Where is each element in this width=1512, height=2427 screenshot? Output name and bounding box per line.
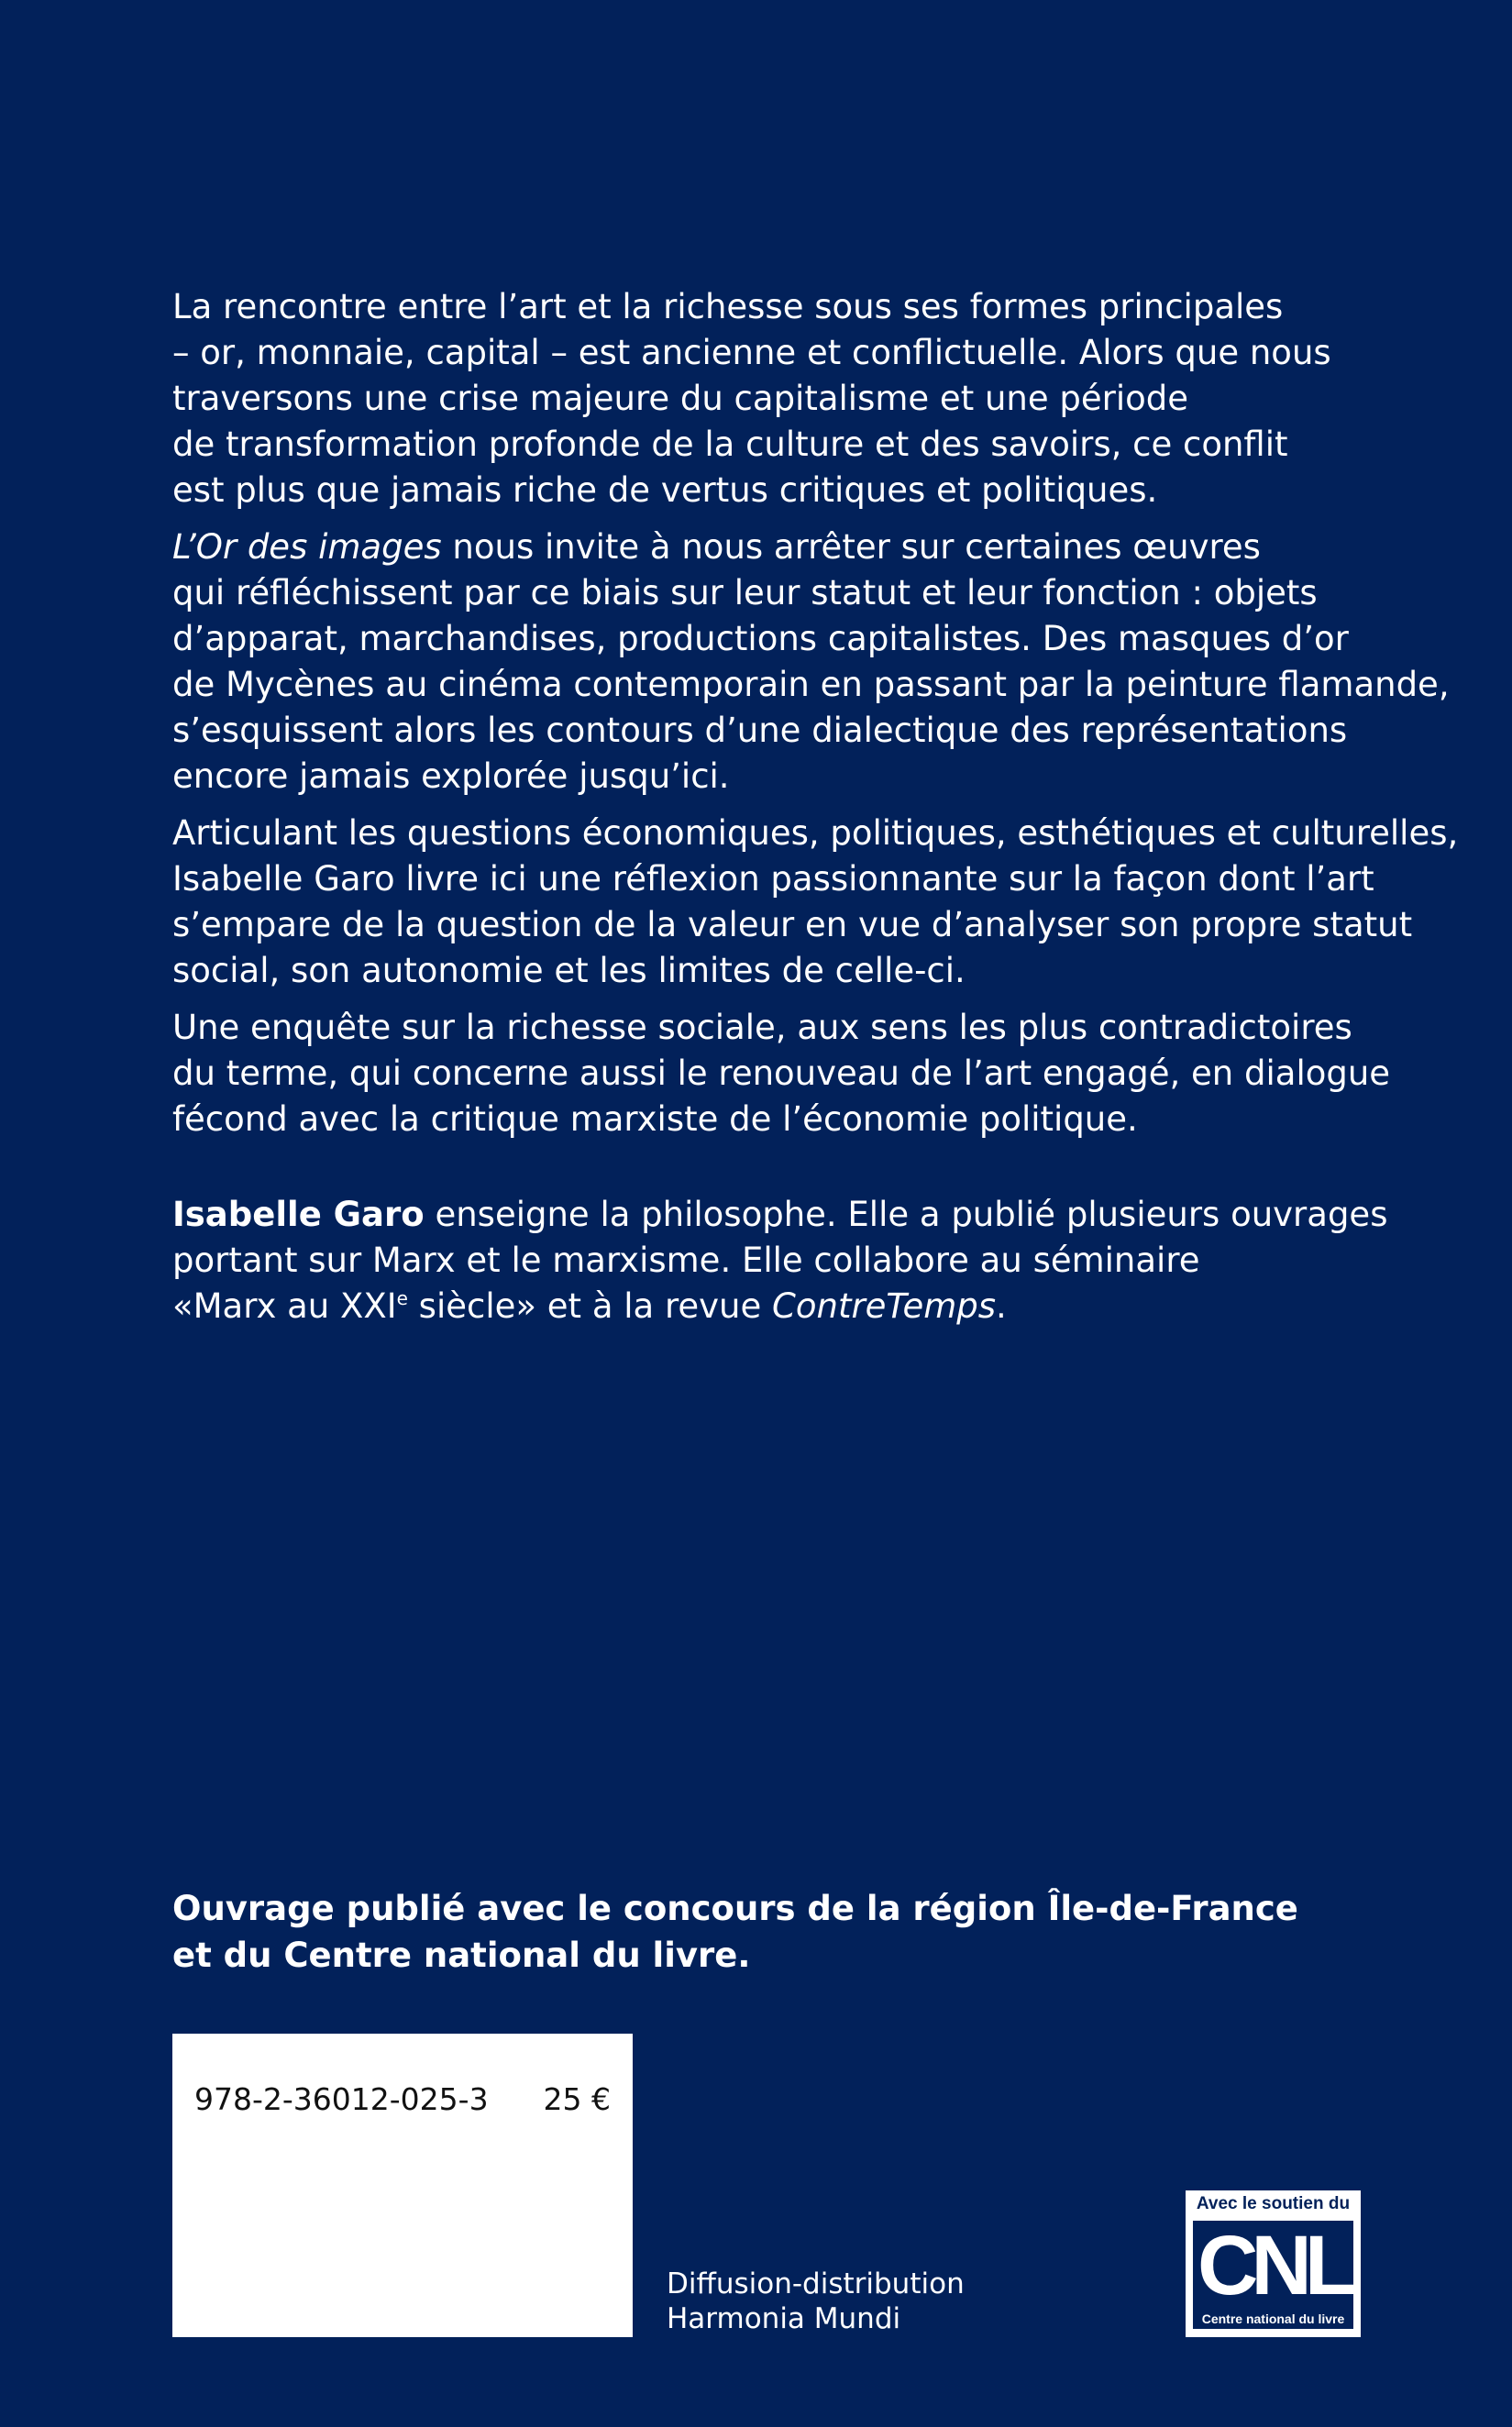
author-bio-line (172, 1284, 1401, 1329)
support-notice (172, 1885, 1298, 1979)
blurb-line: qui réfléchissent par ce biais sur leur statut et leur fonction : objets (172, 573, 1318, 612)
cnl-logo-subtitle: Centre national du livre (1201, 2311, 1345, 2326)
cnl-logo (1186, 2190, 1361, 2337)
distributor-name: Harmonia Mundi (667, 2302, 901, 2335)
blurb-paragraph-2 (172, 524, 1450, 800)
cnl-logo-mark: CNL (1197, 2219, 1350, 2312)
support-notice-line: Ouvrage publié avec le concours de la région Île-de-France (172, 1889, 1298, 1928)
journal-title: ContreTemps (772, 1286, 997, 1326)
barcode-box (172, 2034, 633, 2337)
century-superscript: e (396, 1287, 408, 1309)
blurb-line: La rencontre entre l’art et la richesse sous ses formes principales (172, 287, 1284, 326)
blurb-line: traversons une crise majeure du capitalisme et une période (172, 379, 1189, 418)
blurb-line: Une enquête sur la richesse sociale, aux sens les plus contradictoires (172, 1008, 1352, 1047)
cnl-logo-panel (1193, 2221, 1353, 2329)
blurb-line: est plus que jamais riche de vertus critiques et politiques. (172, 470, 1158, 510)
blurb-line: Isabelle Garo livre ici une réflexion passionnante sur la façon dont l’art (172, 859, 1374, 899)
distribution-info (667, 2267, 965, 2336)
author-bio-text: . (996, 1286, 1007, 1326)
distribution-line: Diffusion-distribution (667, 2267, 965, 2300)
blurb-line: du terme, qui concerne aussi le renouveau de l’art engagé, en dialogue (172, 1054, 1391, 1093)
blurb-line: s’esquissent alors les contours d’une dialectique des représentations (172, 711, 1348, 750)
author-bio-text: siècle» et à la revue (407, 1286, 773, 1326)
blurb-line: s’empare de la question de la valeur en vue d’analyser son propre statut (172, 905, 1413, 944)
cnl-logo-caption: Avec le soutien du (1196, 2194, 1351, 2213)
back-cover-blurb (172, 284, 1459, 1153)
author-bio (172, 1192, 1401, 1329)
book-title: L’Or des images (172, 527, 442, 567)
blurb-text: nous invite à nous arrêter sur certaines œuvres (441, 527, 1261, 567)
support-notice-line: et du Centre national du livre. (172, 1936, 751, 1975)
author-name: Isabelle Garo (172, 1195, 425, 1234)
blurb-paragraph-4 (172, 1005, 1401, 1142)
blurb-line: d’apparat, marchandises, productions capitalistes. Des masques d’or (172, 619, 1349, 658)
blurb-paragraph-3 (172, 811, 1459, 994)
blurb-line: social, son autonomie et les limites de celle-ci. (172, 951, 966, 990)
blurb-line: de transformation profonde de la culture et des savoirs, ce conflit (172, 425, 1288, 464)
blurb-line (172, 524, 1401, 570)
blurb-line: encore jamais explorée jusqu’ici. (172, 756, 730, 796)
author-bio-text: enseigne la philosophe. Elle a publié plusieurs ouvrages (424, 1195, 1388, 1234)
blurb-paragraph-1 (172, 284, 1401, 513)
blurb-line: Articulant les questions économiques, politiques, esthétiques et culturelles, (172, 813, 1459, 853)
blurb-line: – or, monnaie, capital – est ancienne et conflictuelle. Alors que nous (172, 333, 1331, 372)
author-bio-line: portant sur Marx et le marxisme. Elle collabore au séminaire (172, 1241, 1200, 1280)
blurb-line: de Mycènes au cinéma contemporain en passant par la peinture flamande, (172, 665, 1450, 704)
price: 25 € (543, 2081, 611, 2117)
isbn-number: 978-2-36012-025-3 (194, 2081, 489, 2117)
blurb-line: fécond avec la critique marxiste de l’économie politique. (172, 1099, 1138, 1139)
author-bio-line (172, 1192, 1401, 1238)
author-bio-text: «Marx au XXI (172, 1286, 397, 1326)
